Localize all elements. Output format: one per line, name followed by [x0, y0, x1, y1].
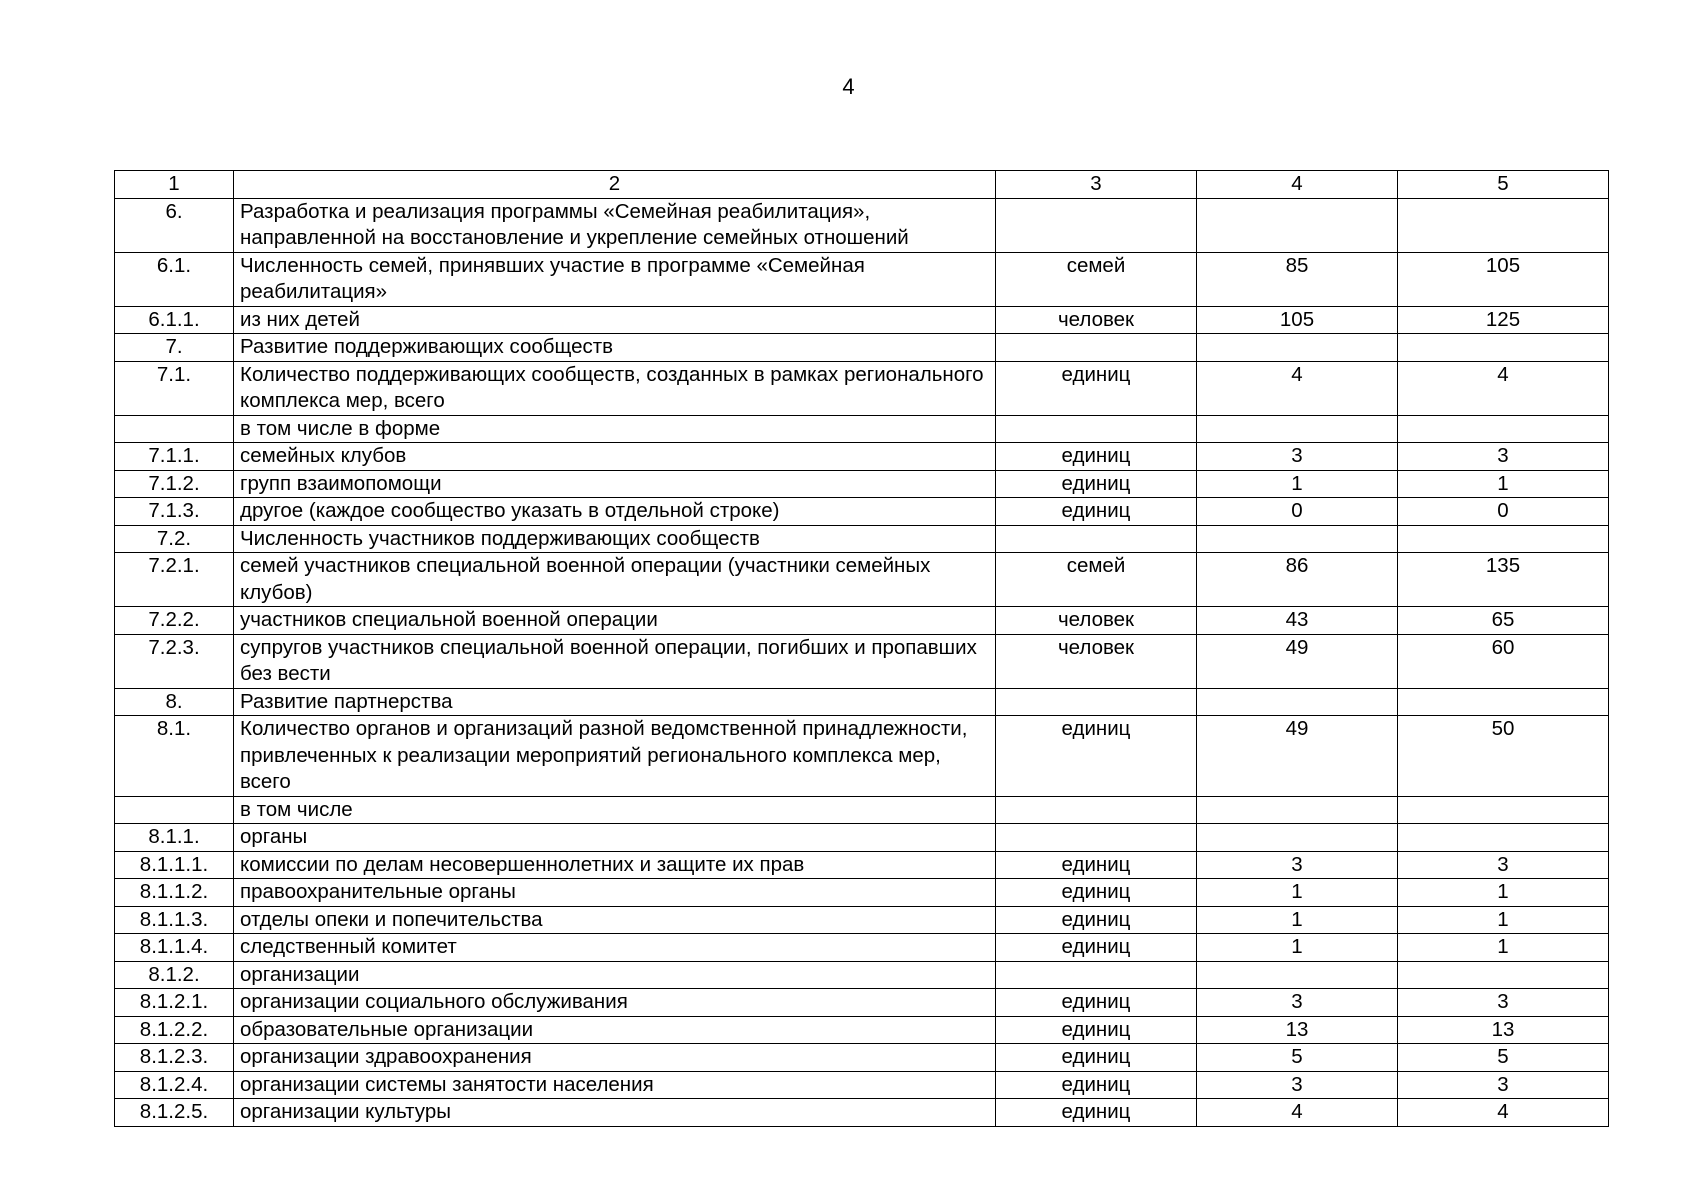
value-col5-cell: 125 — [1398, 306, 1609, 334]
value-col5-cell: 1 — [1398, 470, 1609, 498]
value-col4-cell: 43 — [1197, 607, 1398, 635]
indicator-name-cell: участников специальной военной операции — [234, 607, 996, 635]
row-number-cell: 7.1.1. — [115, 443, 234, 471]
table-row — [115, 961, 1609, 989]
table-row — [115, 879, 1609, 907]
indicator-name-cell: Численность участников поддерживающих сообществ — [234, 525, 996, 553]
table-row — [115, 716, 1609, 797]
value-col5-cell: 3 — [1398, 851, 1609, 879]
unit-cell — [996, 688, 1197, 716]
value-col4-cell: 85 — [1197, 252, 1398, 306]
row-number-cell: 8.1.2.4. — [115, 1071, 234, 1099]
value-col4-cell — [1197, 198, 1398, 252]
table-row — [115, 824, 1609, 852]
table-row — [115, 470, 1609, 498]
indicator-name-cell: из них детей — [234, 306, 996, 334]
row-number-cell: 7.1. — [115, 361, 234, 415]
value-col4-cell — [1197, 525, 1398, 553]
unit-cell: единиц — [996, 1071, 1197, 1099]
indicator-name-cell: организации системы занятости населения — [234, 1071, 996, 1099]
value-col4-cell: 4 — [1197, 1099, 1398, 1127]
row-number-cell: 8.1.1.4. — [115, 934, 234, 962]
value-col4-cell: 3 — [1197, 1071, 1398, 1099]
unit-cell — [996, 824, 1197, 852]
row-number-cell: 7.2.3. — [115, 634, 234, 688]
table-row — [115, 934, 1609, 962]
value-col4-cell: 1 — [1197, 470, 1398, 498]
indicator-name-cell: Численность семей, принявших участие в программе «Семейная реабилитация» — [234, 252, 996, 306]
row-number-cell: 7.2.2. — [115, 607, 234, 635]
indicator-name-cell: органы — [234, 824, 996, 852]
table-row — [115, 306, 1609, 334]
value-col5-cell — [1398, 334, 1609, 362]
row-number-cell: 6.1. — [115, 252, 234, 306]
value-col5-cell — [1398, 796, 1609, 824]
unit-cell — [996, 961, 1197, 989]
value-col5-cell — [1398, 525, 1609, 553]
value-col4-cell: 1 — [1197, 906, 1398, 934]
unit-cell: единиц — [996, 1099, 1197, 1127]
value-col4-cell: 13 — [1197, 1016, 1398, 1044]
unit-cell — [996, 334, 1197, 362]
value-col4-cell: 49 — [1197, 716, 1398, 797]
value-col5-cell — [1398, 688, 1609, 716]
value-col4-cell: 105 — [1197, 306, 1398, 334]
table-row — [115, 1044, 1609, 1072]
indicator-name-cell: правоохранительные органы — [234, 879, 996, 907]
table-row — [115, 361, 1609, 415]
table-row — [115, 1016, 1609, 1044]
row-number-cell — [115, 796, 234, 824]
value-col5-cell — [1398, 198, 1609, 252]
unit-cell: единиц — [996, 1044, 1197, 1072]
table-row — [115, 525, 1609, 553]
value-col4-cell — [1197, 796, 1398, 824]
indicator-name-cell: Количество поддерживающих сообществ, созданных в рамках регионального комплекса мер, всего — [234, 361, 996, 415]
value-col4-cell — [1197, 961, 1398, 989]
value-col4-cell — [1197, 334, 1398, 362]
row-number-cell: 8.1.2. — [115, 961, 234, 989]
value-col4-cell: 3 — [1197, 443, 1398, 471]
value-col5-cell: 1 — [1398, 934, 1609, 962]
row-number-cell: 8.1.1. — [115, 824, 234, 852]
unit-cell: человек — [996, 634, 1197, 688]
value-col4-cell: 86 — [1197, 553, 1398, 607]
indicator-name-cell: организации — [234, 961, 996, 989]
unit-cell: единиц — [996, 498, 1197, 526]
value-col4-cell — [1197, 824, 1398, 852]
row-number-cell: 6.1.1. — [115, 306, 234, 334]
table-row — [115, 415, 1609, 443]
row-number-cell: 7.2.1. — [115, 553, 234, 607]
value-col5-cell: 1 — [1398, 906, 1609, 934]
value-col5-cell: 3 — [1398, 989, 1609, 1017]
unit-cell: единиц — [996, 470, 1197, 498]
indicator-name-cell: Развитие поддерживающих сообществ — [234, 334, 996, 362]
data-table — [114, 170, 1609, 1127]
row-number-cell: 8.1.2.5. — [115, 1099, 234, 1127]
value-col5-cell: 5 — [1398, 1044, 1609, 1072]
unit-cell: человек — [996, 607, 1197, 635]
table-row — [115, 989, 1609, 1017]
column-header: 3 — [996, 171, 1197, 199]
value-col4-cell: 3 — [1197, 851, 1398, 879]
unit-cell: единиц — [996, 879, 1197, 907]
unit-cell — [996, 415, 1197, 443]
value-col4-cell — [1197, 415, 1398, 443]
unit-cell: единиц — [996, 361, 1197, 415]
row-number-cell: 7.2. — [115, 525, 234, 553]
value-col5-cell: 135 — [1398, 553, 1609, 607]
row-number-cell: 8.1. — [115, 716, 234, 797]
indicator-name-cell: семейных клубов — [234, 443, 996, 471]
value-col4-cell: 5 — [1197, 1044, 1398, 1072]
row-number-cell: 8.1.1.3. — [115, 906, 234, 934]
table-header-row — [115, 171, 1609, 199]
unit-cell — [996, 525, 1197, 553]
indicator-name-cell: в том числе в форме — [234, 415, 996, 443]
indicator-name-cell: образовательные организации — [234, 1016, 996, 1044]
indicator-name-cell: в том числе — [234, 796, 996, 824]
value-col4-cell: 4 — [1197, 361, 1398, 415]
unit-cell: единиц — [996, 989, 1197, 1017]
row-number-cell: 8.1.2.2. — [115, 1016, 234, 1044]
value-col5-cell — [1398, 415, 1609, 443]
value-col4-cell: 1 — [1197, 879, 1398, 907]
value-col5-cell: 1 — [1398, 879, 1609, 907]
unit-cell: единиц — [996, 1016, 1197, 1044]
value-col5-cell: 60 — [1398, 634, 1609, 688]
indicator-name-cell: организации здравоохранения — [234, 1044, 996, 1072]
table-row — [115, 443, 1609, 471]
row-number-cell: 8.1.2.3. — [115, 1044, 234, 1072]
value-col5-cell: 3 — [1398, 1071, 1609, 1099]
table-row — [115, 634, 1609, 688]
unit-cell — [996, 198, 1197, 252]
unit-cell: единиц — [996, 443, 1197, 471]
unit-cell — [996, 796, 1197, 824]
row-number-cell — [115, 415, 234, 443]
table-row — [115, 1099, 1609, 1127]
indicator-name-cell: групп взаимопомощи — [234, 470, 996, 498]
table-row — [115, 607, 1609, 635]
unit-cell: семей — [996, 252, 1197, 306]
table-row — [115, 688, 1609, 716]
value-col5-cell: 50 — [1398, 716, 1609, 797]
value-col5-cell: 105 — [1398, 252, 1609, 306]
indicator-name-cell: отделы опеки и попечительства — [234, 906, 996, 934]
table-row — [115, 198, 1609, 252]
indicator-name-cell: Разработка и реализация программы «Семейная реабилитация», направленной на восстановление и укрепление семейных отношений — [234, 198, 996, 252]
table-row — [115, 252, 1609, 306]
table-row — [115, 334, 1609, 362]
value-col4-cell: 3 — [1197, 989, 1398, 1017]
value-col4-cell: 0 — [1197, 498, 1398, 526]
unit-cell: человек — [996, 306, 1197, 334]
indicator-name-cell: супругов участников специальной военной операции, погибших и пропавших без вести — [234, 634, 996, 688]
indicator-name-cell: семей участников специальной военной операции (участники семейных клубов) — [234, 553, 996, 607]
value-col5-cell — [1398, 824, 1609, 852]
table-row — [115, 498, 1609, 526]
table-row — [115, 553, 1609, 607]
row-number-cell: 7.1.2. — [115, 470, 234, 498]
unit-cell: единиц — [996, 851, 1197, 879]
value-col5-cell: 3 — [1398, 443, 1609, 471]
value-col4-cell: 49 — [1197, 634, 1398, 688]
row-number-cell: 8.1.1.1. — [115, 851, 234, 879]
indicator-name-cell: следственный комитет — [234, 934, 996, 962]
row-number-cell: 6. — [115, 198, 234, 252]
page-number: 4 — [842, 74, 855, 99]
value-col5-cell: 13 — [1398, 1016, 1609, 1044]
indicator-name-cell: организации культуры — [234, 1099, 996, 1127]
indicator-name-cell: комиссии по делам несовершеннолетних и защите их прав — [234, 851, 996, 879]
value-col4-cell: 1 — [1197, 934, 1398, 962]
value-col4-cell — [1197, 688, 1398, 716]
indicator-name-cell: другое (каждое сообщество указать в отдельной строке) — [234, 498, 996, 526]
value-col5-cell: 0 — [1398, 498, 1609, 526]
row-number-cell: 7. — [115, 334, 234, 362]
column-header: 1 — [115, 171, 234, 199]
unit-cell: единиц — [996, 934, 1197, 962]
unit-cell: семей — [996, 553, 1197, 607]
value-col5-cell — [1398, 961, 1609, 989]
value-col5-cell: 4 — [1398, 1099, 1609, 1127]
column-header: 4 — [1197, 171, 1398, 199]
row-number-cell: 8. — [115, 688, 234, 716]
table-row — [115, 851, 1609, 879]
table-row — [115, 796, 1609, 824]
unit-cell: единиц — [996, 716, 1197, 797]
table-row — [115, 906, 1609, 934]
indicator-name-cell: организации социального обслуживания — [234, 989, 996, 1017]
indicator-name-cell: Количество органов и организаций разной ведомственной принадлежности, привлеченных к реализации мероприятий регионального комплекса мер, всего — [234, 716, 996, 797]
column-header: 2 — [234, 171, 996, 199]
row-number-cell: 8.1.2.1. — [115, 989, 234, 1017]
row-number-cell: 7.1.3. — [115, 498, 234, 526]
column-header: 5 — [1398, 171, 1609, 199]
unit-cell: единиц — [996, 906, 1197, 934]
value-col5-cell: 65 — [1398, 607, 1609, 635]
indicator-name-cell: Развитие партнерства — [234, 688, 996, 716]
value-col5-cell: 4 — [1398, 361, 1609, 415]
row-number-cell: 8.1.1.2. — [115, 879, 234, 907]
table-row — [115, 1071, 1609, 1099]
